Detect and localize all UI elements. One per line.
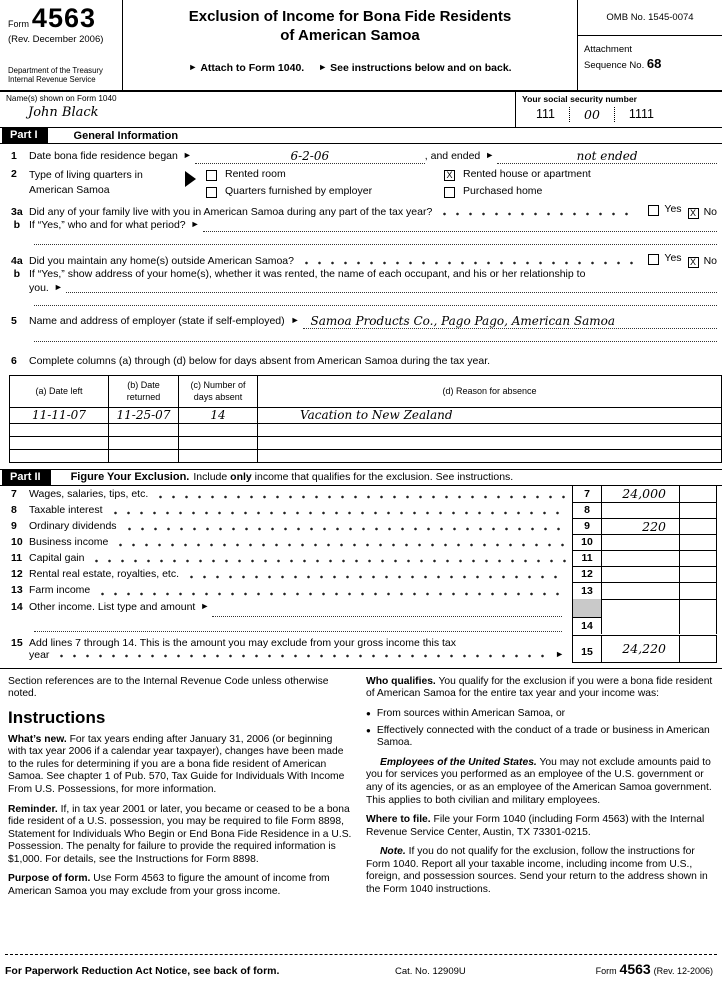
col-date-returned-header: (b) Date returned: [109, 376, 179, 408]
line3b-number: b: [13, 219, 20, 232]
line12-box-number: 12: [572, 566, 601, 582]
form-id-block: [0, 0, 123, 90]
arrow-right-icon: ►: [200, 600, 210, 611]
line3b-label: If “Yes,” who and for what period?: [29, 219, 186, 232]
line4a-question: Did you maintain any home(s) outside American Samoa?: [29, 254, 294, 267]
instructions-heading: Instructions: [8, 708, 106, 728]
days-absent-cell[interactable]: [179, 436, 258, 449]
part1-label: Part I: [2, 128, 48, 143]
line3b-extra-row: [5, 235, 717, 248]
line6-label: Complete columns (a) through (d) below for days absent from American Samoa during the tax year.: [29, 355, 491, 368]
line9-box-number: 9: [572, 518, 601, 534]
line3a-yes-checkbox[interactable]: [648, 205, 659, 216]
absence-row: [10, 407, 722, 423]
line3a-no-checkbox[interactable]: X: [688, 208, 699, 219]
line14-box-number: 14: [581, 620, 593, 633]
line15-box-number: 15: [572, 635, 601, 662]
col-days-absent-header: (c) Number of days absent: [179, 376, 258, 408]
form-title-block: [123, 0, 577, 90]
paperwork-notice: For Paperwork Reduction Act Notice, see back of form.: [5, 965, 280, 977]
form-header: [0, 0, 722, 92]
absence-row: [10, 449, 722, 462]
option-quarters-employer: Quarters furnished by employer: [206, 185, 444, 197]
line14-label: Other income. List type and amount: [29, 600, 196, 613]
line14-entry[interactable]: [212, 616, 562, 617]
line15-number: 15: [11, 636, 23, 649]
date-left-cell[interactable]: [10, 423, 109, 436]
agency-line-1: Department of the Treasury: [8, 66, 103, 76]
rented-room-checkbox[interactable]: [206, 170, 217, 181]
line7-cents[interactable]: [679, 486, 717, 502]
employer-value[interactable]: Samoa Products Co., Pago Pago, American Samoa: [303, 315, 717, 329]
see-note: See instructions below and on back.: [330, 61, 512, 74]
arrow-right-icon: ►: [318, 61, 328, 72]
line9-label: Ordinary dividends: [29, 519, 117, 532]
line11-label: Capital gain: [29, 551, 85, 564]
dot-leader: [123, 525, 566, 531]
line8-row: [5, 502, 717, 518]
bullet-effectively-connected: ● Effectively connected with the conduct of a trade or business in American Samoa.: [366, 724, 710, 749]
dot-leader: [154, 493, 566, 499]
line9-row: [5, 518, 717, 534]
line4b-label-2: you.: [29, 282, 49, 295]
arrow-right-icon: ►: [290, 315, 300, 326]
line9-cents[interactable]: [679, 518, 717, 534]
dot-leader: [90, 557, 566, 563]
part2-bar: [0, 469, 722, 486]
line3a-question: Did any of your family live with you in American Samoa during any part of the tax year?: [29, 205, 433, 218]
who-qualifies-paragraph: Who qualifies. You qualify for the exclusion if you were a bona fide resident of American Samoa for the entire tax year and your income was:: [366, 675, 713, 700]
date-left-cell[interactable]: [10, 436, 109, 449]
residence-ended-value[interactable]: not ended: [497, 150, 717, 164]
date-left-cell[interactable]: 11-11-07: [10, 407, 109, 423]
option-rented-house: X Rented house or apartment: [444, 168, 591, 180]
line8-amount[interactable]: [601, 502, 679, 518]
line4b-row-2: [5, 282, 717, 296]
ssn-value[interactable]: [522, 107, 716, 122]
dot-leader: [55, 652, 549, 658]
purpose-paragraph: Purpose of form. Use Form 4563 to figure the amount of income from American Samoa you may exclude from your gross income.: [8, 873, 330, 897]
line12-row: [5, 566, 717, 582]
arrow-right-icon: ►: [485, 150, 495, 160]
absence-row: [10, 436, 722, 449]
line15-label-2: year: [29, 648, 50, 661]
line4a-yes-checkbox[interactable]: [648, 254, 659, 265]
line11-amount[interactable]: [601, 550, 679, 566]
arrow-right-icon: ►: [53, 282, 63, 293]
line5-entry-2[interactable]: [34, 341, 717, 342]
line4a-row: [5, 252, 717, 268]
dot-leader: [438, 210, 636, 216]
footer-form-id: Form 4563 (Rev. 12-2006): [595, 961, 713, 977]
name-field: [0, 92, 515, 127]
part1-title: General Information: [73, 129, 179, 142]
dot-leader: [114, 541, 566, 547]
line5-extra-row: [5, 331, 717, 345]
line8-label: Taxable interest: [29, 503, 103, 516]
line4b-entry-2[interactable]: [34, 305, 717, 306]
part1-body: [0, 144, 722, 463]
bullet-icon: ●: [366, 709, 371, 719]
line13-row: [5, 582, 717, 599]
quarters-options-col2: [444, 168, 591, 198]
arrow-right-icon: ►: [190, 219, 200, 230]
date-returned-cell[interactable]: [109, 449, 179, 462]
line1-mid-label: , and ended: [424, 150, 481, 162]
line4a-no: X No: [688, 255, 717, 267]
bullet-sources: ● From sources within American Samoa, or: [366, 708, 566, 720]
line14-entry-2[interactable]: [34, 631, 562, 632]
note-paragraph: Note. If you do not qualify for the exclusion, follow the instructions for Form 1040. Report all your taxable income, including income from U.S., foreign, and possession sources. Send your return to the address shown in the Form 1040 instructions.: [366, 846, 708, 895]
part2-label: Part II: [2, 470, 51, 485]
line12-amount[interactable]: [601, 566, 679, 582]
ssn-part-3[interactable]: 1111: [614, 107, 668, 122]
line13-amount[interactable]: [601, 582, 679, 599]
date-left-cell[interactable]: [10, 449, 109, 462]
line3b-entry[interactable]: [203, 231, 717, 232]
line12-number: 12: [11, 567, 23, 580]
line4a-no-checkbox[interactable]: X: [688, 257, 699, 268]
line14-number: 14: [11, 600, 23, 613]
line11-cents[interactable]: [679, 550, 717, 566]
form-title: Exclusion of Income for Bona Fide Residents of American Samoa: [188, 8, 512, 44]
line3b-entry-2[interactable]: [34, 244, 717, 245]
line1-row: [5, 150, 717, 166]
quarters-employer-checkbox[interactable]: [206, 187, 217, 198]
line4b-row: [5, 268, 717, 282]
line7-number: 7: [11, 487, 17, 500]
line9-amount[interactable]: 220: [601, 518, 679, 534]
line13-cents[interactable]: [679, 582, 717, 599]
line3a-no: X No: [688, 206, 717, 218]
bullet-icon: ●: [366, 725, 371, 735]
reason-cell[interactable]: [258, 423, 722, 436]
line11-row: [5, 550, 717, 566]
line7-box-number: 7: [572, 486, 601, 502]
line14-cents[interactable]: [679, 599, 717, 634]
line5-label: Name and address of employer (state if self-employed): [29, 315, 285, 328]
agency-line-2: Internal Revenue Service: [8, 75, 96, 85]
instructions-section: [0, 668, 722, 905]
ssn-part-2[interactable]: 00: [569, 107, 614, 122]
line10-cents[interactable]: [679, 534, 717, 550]
part2-note: Include only income that qualifies for the exclusion. See instructions.: [193, 471, 514, 484]
line8-box-number: 8: [572, 502, 601, 518]
line6-number: 6: [11, 355, 17, 368]
line3b-row: [5, 219, 717, 235]
line10-number: 10: [11, 535, 23, 548]
catalog-number: Cat. No. 12909U: [395, 966, 466, 977]
reason-cell[interactable]: [258, 436, 722, 449]
ssn-part-1[interactable]: 111: [536, 107, 556, 121]
dot-leader: [185, 573, 566, 579]
arrow-right-icon: ►: [188, 61, 198, 72]
line14-amount[interactable]: [601, 599, 679, 634]
line15-row: [5, 635, 717, 663]
line2-row: [5, 168, 717, 198]
option-rented-room: Rented room: [206, 168, 444, 180]
line10-row: [5, 534, 717, 550]
reason-cell[interactable]: [258, 449, 722, 462]
line2-label: Type of living quarters in American Samoa: [29, 169, 143, 197]
ssn-field: [515, 92, 722, 127]
days-absent-cell[interactable]: [179, 449, 258, 462]
name-label: Name(s) shown on Form 1040: [6, 94, 117, 103]
identity-row: [0, 92, 722, 127]
line13-label: Farm income: [29, 583, 91, 596]
line11-box-number: 11: [572, 550, 601, 566]
line8-number: 8: [11, 503, 17, 516]
line10-amount[interactable]: [601, 534, 679, 550]
absence-row: [10, 423, 722, 436]
line7-amount[interactable]: 24,000: [601, 486, 679, 502]
reason-cell[interactable]: Vacation to New Zealand: [258, 407, 722, 423]
purchased-home-checkbox[interactable]: [444, 187, 455, 198]
line13-box-number: 13: [572, 582, 601, 599]
days-absent-cell[interactable]: 14: [179, 407, 258, 423]
rented-house-checkbox[interactable]: X: [444, 170, 455, 181]
line5-row: [5, 315, 717, 331]
section-references: Section references are to the Internal Revenue Code unless otherwise noted.: [8, 675, 329, 700]
part1-bar: [0, 127, 722, 144]
option-purchased-home: Purchased home: [444, 185, 591, 197]
form-word: Form: [8, 19, 29, 29]
line4a-number: 4a: [11, 254, 23, 267]
absence-table-header-row: [10, 376, 722, 408]
form-number: 4563: [31, 3, 96, 33]
line6-row: [5, 355, 717, 371]
line4a-yes: Yes: [648, 252, 681, 264]
line11-number: 11: [11, 551, 23, 564]
line10-label: Business income: [29, 535, 109, 548]
date-returned-cell[interactable]: 11-25-07: [109, 407, 179, 423]
line7-row: [5, 486, 717, 502]
line2-number: 2: [11, 168, 17, 180]
line3a-number: 3a: [11, 205, 23, 218]
attach-note: Attach to Form 1040.: [200, 61, 305, 74]
line14-row: [5, 599, 717, 635]
arrow-right-icon: ►: [182, 150, 192, 160]
line3a-yes: Yes: [648, 203, 681, 215]
part2-body: [0, 486, 722, 663]
omb-block: [577, 0, 722, 90]
line7-label: Wages, salaries, tips, etc.: [29, 487, 149, 500]
employees-paragraph: Employees of the United States. You may not exclude amounts paid to you for services you performed as an employee of the U.S. government or any of its agencies, or as an employee of the American Samoa government. This applies to both civilian and military employees.: [366, 756, 712, 806]
line9-number: 9: [11, 519, 17, 532]
date-returned-cell[interactable]: [109, 423, 179, 436]
line5-number: 5: [11, 315, 17, 328]
line4b-number: b: [13, 268, 20, 281]
name-value[interactable]: John Black: [28, 105, 99, 120]
line1-number: 1: [11, 150, 17, 162]
line4b-entry[interactable]: [66, 292, 717, 293]
dot-leader: [96, 590, 566, 596]
quarters-options-col1: [206, 168, 444, 198]
instructions-left-column: [8, 676, 352, 905]
dot-leader: [300, 259, 636, 265]
omb-number: OMB No. 1545-0074: [578, 0, 722, 36]
arrow-right-icon: [185, 171, 196, 187]
arrow-right-icon: ►: [555, 648, 564, 659]
attachment-number: 68: [646, 56, 662, 72]
where-to-file-paragraph: Where to file. File your Form 1040 (including Form 4563) with the Internal Revenue Service Center, Austin, TX 73301-0215.: [366, 814, 705, 838]
instructions-right-column: [366, 676, 714, 905]
line15-amount[interactable]: 24,220: [601, 635, 679, 662]
ssn-label: Your social security number: [522, 94, 637, 104]
agency-block: [8, 67, 118, 88]
line8-cents[interactable]: [679, 502, 717, 518]
line13-number: 13: [11, 583, 23, 596]
page-footer: [5, 954, 717, 977]
attachment-sequence: Attachment Sequence No. 68: [584, 44, 662, 72]
residence-began-value[interactable]: 6-2-06: [195, 150, 425, 164]
col-date-left-header: (a) Date left: [10, 376, 109, 408]
line12-label: Rental real estate, royalties, etc.: [29, 567, 179, 580]
line14-shaded-cell: [573, 599, 601, 618]
whats-new-paragraph: What’s new. For tax years ending after January 31, 2006 (or beginning with tax year 2006 if a calendar year taxpayer), changes have been made to the rules for determining if you are a bona fide resident of American Samoa. See chapter 1 of Pub. 570, Tax Guide for Individuals With Income From U.S. Possessions, for more information.: [8, 733, 345, 795]
part2-title: Figure Your Exclusion.: [70, 471, 190, 484]
reminder-paragraph: Reminder. If, in tax year 2001 or later, you became or ceased to be a bona fide resident of a U.S. possession, you may be required to file Form 8898, Statement for Individuals Who Begin or End Bona Fide Residence in a U.S. Possession. The penalty for failure to provide the required information is $1,000. For details, see the Instructions for Form 8898.: [8, 803, 352, 865]
header-notes: [123, 62, 577, 74]
line4b-extra-row: [5, 296, 717, 309]
date-returned-cell[interactable]: [109, 436, 179, 449]
line4b-label-1: If “Yes,” show address of your home(s), whether it was rented, the name of each occupant, and his or her relationship to: [29, 268, 586, 281]
line3a-row: [5, 203, 717, 219]
line12-cents[interactable]: [679, 566, 717, 582]
line10-box-number: 10: [572, 534, 601, 550]
absence-table: [9, 375, 722, 463]
col-reason-header: (d) Reason for absence: [258, 376, 722, 408]
line15-cents[interactable]: [679, 635, 717, 662]
line1-label: Date bona fide residence began: [29, 150, 178, 162]
form-revision: (Rev. December 2006): [8, 34, 104, 46]
dot-leader: [109, 509, 566, 515]
days-absent-cell[interactable]: [179, 423, 258, 436]
line15-label-1: Add lines 7 through 14. This is the amount you may exclude from your gross income this tax: [29, 636, 457, 649]
